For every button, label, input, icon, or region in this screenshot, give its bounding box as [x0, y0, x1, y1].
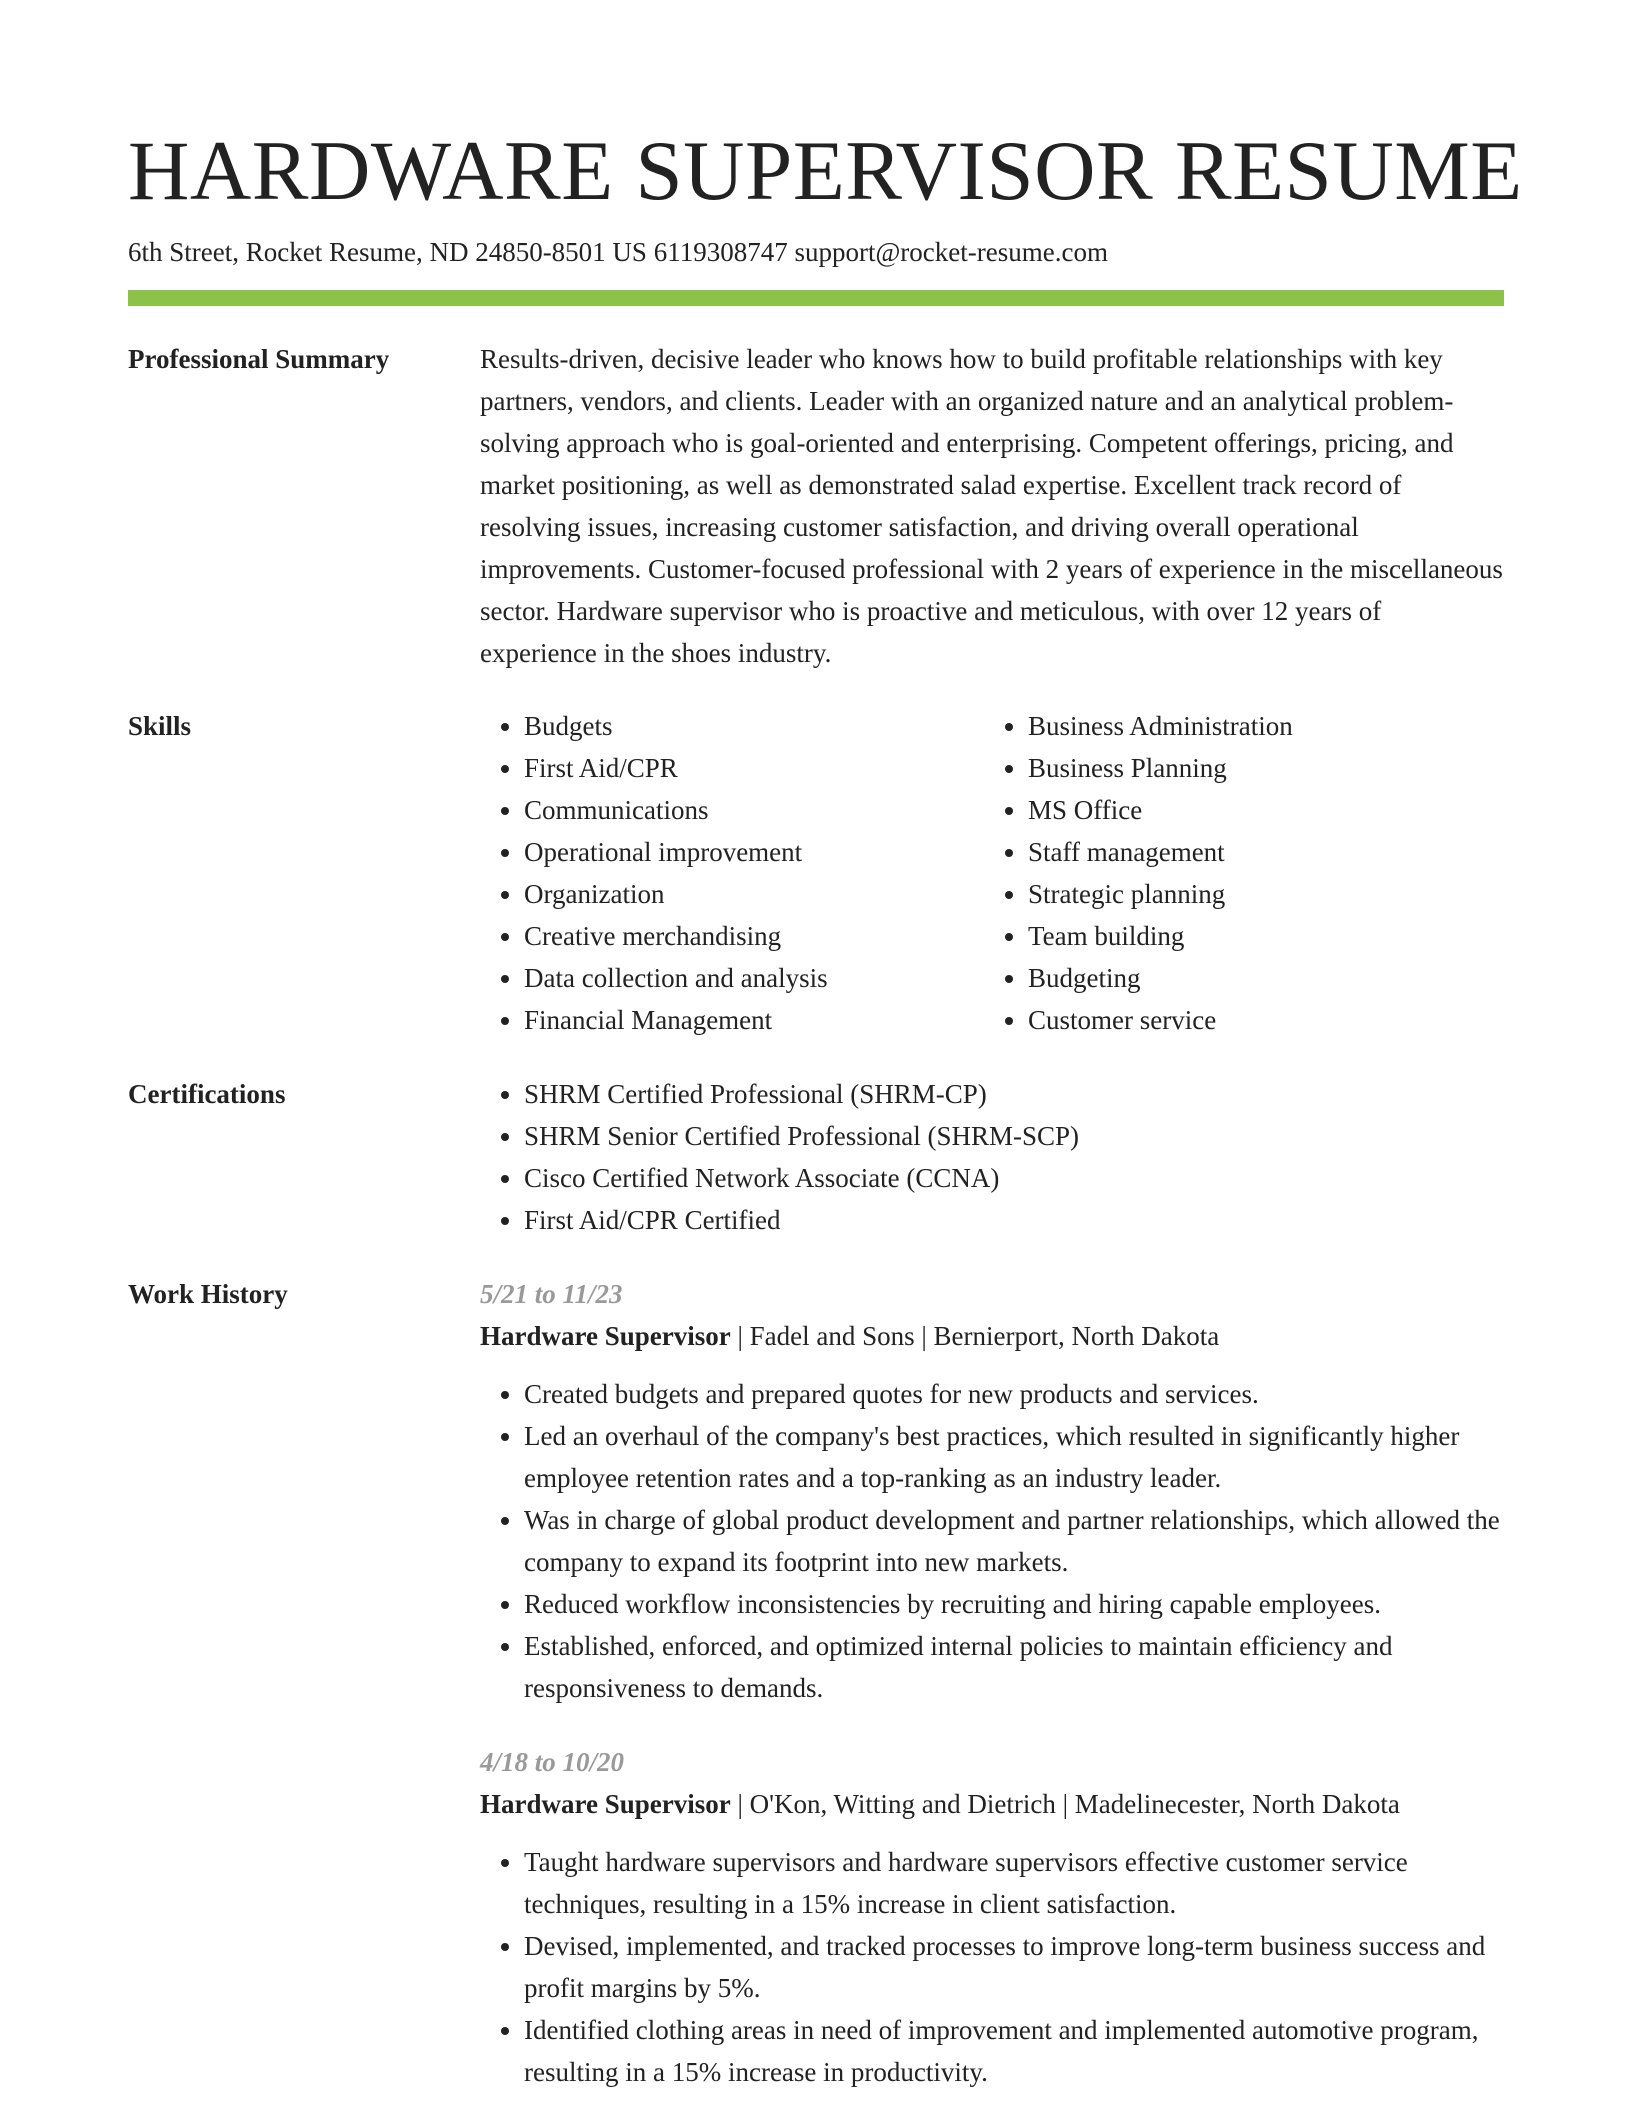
job-entry — [480, 1273, 1504, 1709]
skill-item: • Budgeting — [1028, 957, 1488, 999]
certification-item: • Cisco Certified Network Associate (CCNA) — [524, 1157, 1504, 1199]
skill-item: • Staff management — [1028, 831, 1488, 873]
job-employer-location: | O'Kon, Witting and Dietrich | Madelinecester, North Dakota — [730, 1789, 1400, 1819]
job-bullet: • Was in charge of global product development and partner relationships, which allowed the company to expand its footprint into new markets. — [524, 1499, 1504, 1583]
accent-divider — [128, 290, 1504, 306]
job-bullets — [480, 1841, 1504, 2093]
section-label-skills: Skills — [128, 711, 192, 741]
skill-item: • Operational improvement — [524, 831, 984, 873]
job-role: Hardware Supervisor — [480, 1789, 731, 1819]
skills-section — [128, 705, 1504, 1041]
skills-list-left — [480, 705, 984, 1041]
skill-item: • Strategic planning — [1028, 873, 1488, 915]
job-bullet: • Reduced workflow inconsistencies by recruiting and hiring capable employees. — [524, 1583, 1504, 1625]
resume-page — [128, 118, 1523, 2093]
job-bullet: • Devised, implemented, and tracked processes to improve long-term business success and profit margins by 5%. — [524, 1925, 1504, 2009]
skill-item: • Financial Management — [524, 999, 984, 1041]
job-dates: 5/21 to 11/23 — [480, 1279, 623, 1309]
job-bullets — [480, 1373, 1504, 1709]
skill-item: • Business Planning — [1028, 747, 1488, 789]
section-label-summary: Professional Summary — [128, 344, 390, 374]
job-bullet: • Established, enforced, and optimized internal policies to maintain efficiency and responsiveness to demands. — [524, 1625, 1504, 1709]
certifications-list — [480, 1073, 1504, 1241]
skills-grid — [480, 705, 1504, 1041]
job-dates: 4/18 to 10/20 — [480, 1747, 625, 1777]
skills-list-right — [984, 705, 1488, 1041]
skill-item: • Communications — [524, 789, 984, 831]
skill-item: • Data collection and analysis — [524, 957, 984, 999]
skill-item: • Creative merchandising — [524, 915, 984, 957]
skill-item: • Budgets — [524, 705, 984, 747]
work-history-section — [128, 1273, 1504, 2093]
resume-title: HARDWARE SUPERVISOR RESUME — [128, 124, 1523, 218]
job-bullet: • Created budgets and prepared quotes for new products and services. — [524, 1373, 1504, 1415]
job-bullet: • Identified clothing areas in need of improvement and implemented automotive program, resulting in a 15% increase in productivity. — [524, 2009, 1504, 2093]
summary-section — [128, 338, 1504, 674]
skill-item: • Customer service — [1028, 999, 1488, 1041]
job-title-line — [480, 1783, 1504, 1825]
skill-item: • Business Administration — [1028, 705, 1488, 747]
summary-text: Results-driven, decisive leader who knows how to build profitable relationships with key partners, vendors, and clients. Leader with an organized nature and an analytical problem-solving approach who is goal-oriented and enterprising. Competent offerings, pricing, and market positioning, as well as demonstrated salad expertise. Excellent track record of resolving issues, increasing customer satisfaction, and driving overall operational improvements. Customer-focused professional with 2 years of experience in the miscellaneous sector. Hardware supervisor who is proactive and meticulous, with over 12 years of experience in the shoes industry. — [480, 344, 1503, 668]
certification-item: • SHRM Senior Certified Professional (SHRM-SCP) — [524, 1115, 1504, 1157]
certifications-section — [128, 1073, 1504, 1241]
job-bullet: • Taught hardware supervisors and hardware supervisors effective customer service techniques, resulting in a 15% increase in client satisfaction. — [524, 1841, 1504, 1925]
section-label-work-history: Work History — [128, 1279, 288, 1309]
job-entry — [480, 1741, 1504, 2093]
section-label-certifications: Certifications — [128, 1079, 286, 1109]
skill-item: • Team building — [1028, 915, 1488, 957]
job-role: Hardware Supervisor — [480, 1321, 731, 1351]
skill-item: • Organization — [524, 873, 984, 915]
certification-item: • SHRM Certified Professional (SHRM-CP) — [524, 1073, 1504, 1115]
certifications-body — [480, 1073, 1504, 1241]
job-bullet: • Led an overhaul of the company's best practices, which resulted in significantly higher employee retention rates and a top-ranking as an industry leader. — [524, 1415, 1504, 1499]
certification-item: • First Aid/CPR Certified — [524, 1199, 1504, 1241]
contact-line: 6th Street, Rocket Resume, ND 24850-8501 US 6119308747 support@rocket-resume.com — [128, 237, 1108, 267]
work-history-body — [480, 1273, 1504, 2093]
skill-item: • MS Office — [1028, 789, 1488, 831]
job-title-line — [480, 1315, 1504, 1357]
skill-item: • First Aid/CPR — [524, 747, 984, 789]
job-employer-location: | Fadel and Sons | Bernierport, North Dakota — [730, 1321, 1220, 1351]
